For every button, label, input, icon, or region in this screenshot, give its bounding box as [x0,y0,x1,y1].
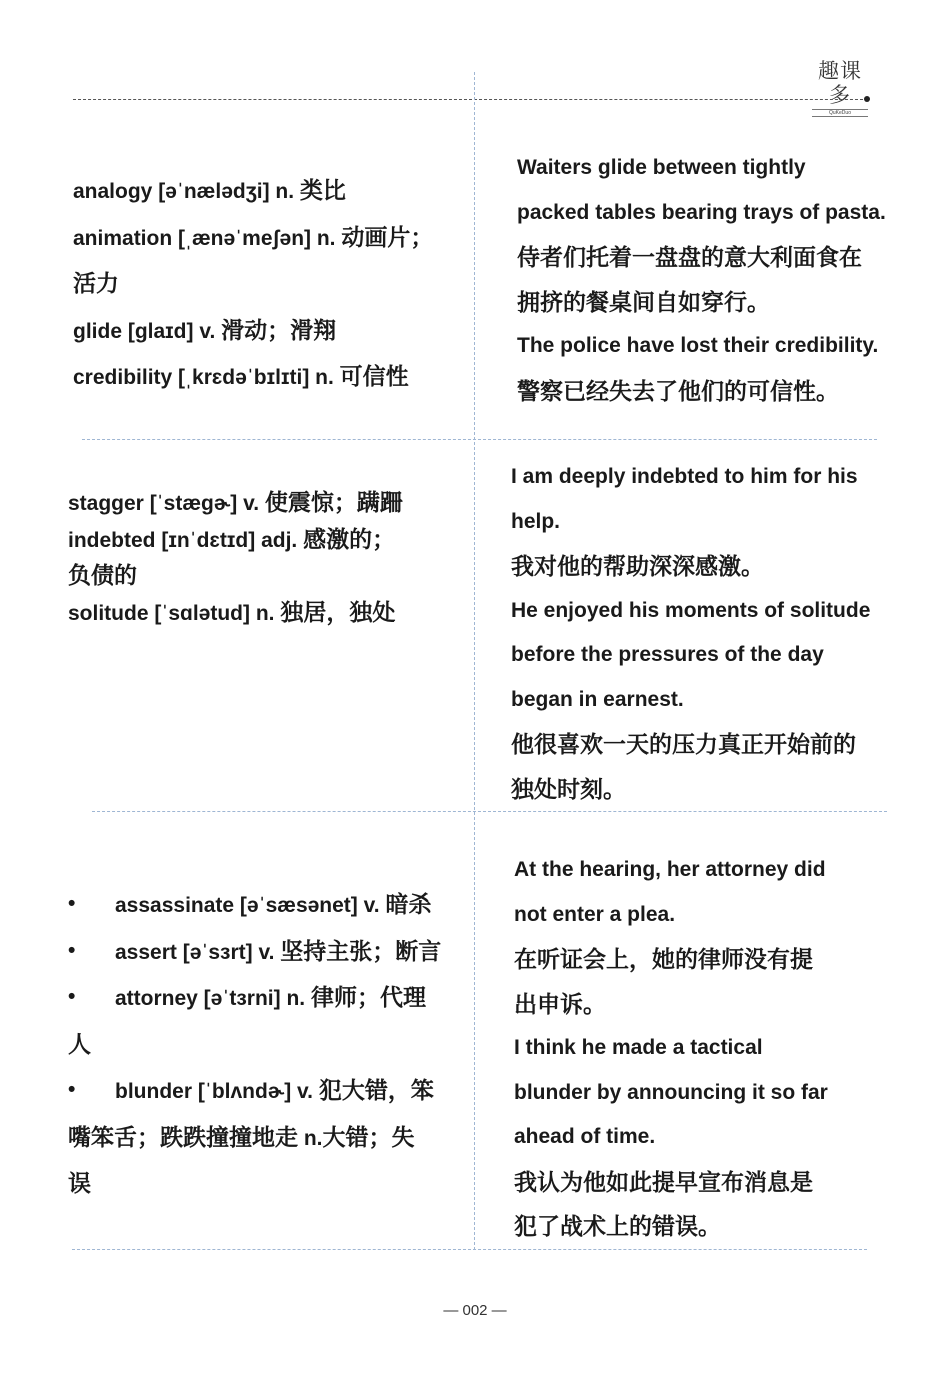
vocab-entry [68,1068,468,1115]
example-en: The police have lost their credibility. [517,334,879,357]
word-zh: 人 [68,1030,91,1057]
vocab-entry-continued [73,261,468,308]
example-en: began in earnest. [511,687,684,711]
word-zh: 坚持主张；断言 [280,937,442,964]
vocab-entry [68,522,468,559]
example-en: He enjoyed his moments of solitude [511,598,871,622]
vocab-entry [73,354,468,401]
example-en: not enter a plea. [514,902,676,926]
word-en: blunder [ˈblʌndɚ] v. [115,1080,314,1103]
word-zh: 可信性 [339,363,409,389]
section-1-examples [517,146,937,413]
column-divider [474,72,475,1250]
page-number: — 002 — [443,1302,507,1319]
word-zh: 负债的 [68,562,137,588]
vocab-entry [68,485,468,522]
word-zh: 类比 [299,177,346,203]
word-en: stagger [ˈstægɚ] v. [68,492,260,515]
example-zh: 犯了战术上的错误。 [514,1213,721,1239]
vocab-entry-continued [68,1115,468,1162]
word-en: credibility [ˌkrɛdəˈbɪlɪti] n. [73,366,334,389]
example-zh: 拥挤的餐桌间自如穿行。 [517,288,770,315]
word-zh: 误 [68,1170,91,1196]
vocab-entry [68,975,468,1022]
bullet: • [68,1078,76,1101]
word-zh: 大错；失 [322,1123,415,1150]
vocab-entry [73,215,468,262]
example-zh: 警察已经失去了他们的可信性。 [517,377,839,404]
word-en: assassinate [əˈsæsənet] v. [115,894,380,917]
word-en: indebted [ɪnˈdɛtɪd] adj. [68,528,298,552]
example-zh: 在听证会上，她的律师没有提 [514,946,813,972]
section-divider-2 [92,811,887,812]
word-en: solitude [ˈsɑlətud] n. [68,601,275,625]
word-zh: 感激的； [303,525,396,552]
example-zh: 我认为他如此提早宣布消息是 [514,1168,813,1195]
vocab-entry [73,308,468,355]
bullet: • [68,938,76,962]
word-zh: 犯大错，笨 [318,1077,434,1103]
word-zh: 独居，独处 [280,598,396,625]
word-en: attorney [əˈtɜrni] n. [115,987,306,1010]
example-en: I am deeply indebted to him for his [511,465,858,488]
header-divider [73,99,868,100]
section-divider-3 [72,1249,867,1250]
section-2-vocabulary [68,485,468,631]
example-en: Waiters glide between tightly [517,156,806,179]
word-zh: 律师；代理 [310,984,426,1010]
brand-logo [808,60,872,117]
section-1-vocabulary [73,168,468,401]
section-2-examples [511,455,936,811]
header-divider-dot [864,96,870,102]
section-3-examples [514,848,934,1249]
example-en: blunder by announcing it so far [514,1080,828,1104]
vocab-entry-continued [68,1022,468,1069]
section-divider-1 [82,439,877,440]
word-pos: n. [303,1126,323,1150]
logo-text: 趣课多 [818,60,862,107]
example-en: packed tables bearing trays of pasta. [517,200,886,224]
word-zh: 嘴笨舌；跌跌撞撞地走 [68,1123,298,1150]
word-en: glide [glaɪd] v. [73,319,216,343]
word-zh: 滑动；滑翔 [221,316,337,343]
word-en: analogy [əˈnælədʒi] n. [73,180,295,203]
example-zh: 独处时刻。 [511,775,626,802]
word-en: assert [əˈsɜrt] v. [115,940,275,964]
bullet: • [68,985,76,1008]
word-zh: 动画片； [341,223,434,250]
section-3-vocabulary [68,882,468,1208]
vocab-entry [73,168,468,215]
vocab-entry [68,595,468,632]
example-en: help. [511,509,561,533]
logo-subtext: QuKeDuo [812,109,868,117]
vocab-entry [68,882,468,929]
example-zh: 我对他的帮助深深感激。 [511,553,764,579]
bullet: • [68,892,76,915]
word-zh: 使震惊；蹒跚 [264,489,403,515]
example-zh: 他很喜欢一天的压力真正开始前的 [511,731,856,757]
vocab-entry [68,929,468,976]
example-en: I think he made a tactical [514,1036,763,1059]
word-en: animation [ˌænəˈmeʃən] n. [73,226,336,250]
example-en: ahead of time. [514,1125,656,1148]
example-en: before the pressures of the day [511,643,824,666]
word-zh: 活力 [73,270,119,296]
vocab-entry-continued [68,1161,468,1208]
example-en: At the hearing, her attorney did [514,858,826,881]
word-zh: 暗杀 [385,891,432,917]
vocab-entry-continued [68,558,468,595]
example-zh: 出申诉。 [514,990,606,1017]
example-zh: 侍者们托着一盘盘的意大利面食在 [517,244,862,270]
